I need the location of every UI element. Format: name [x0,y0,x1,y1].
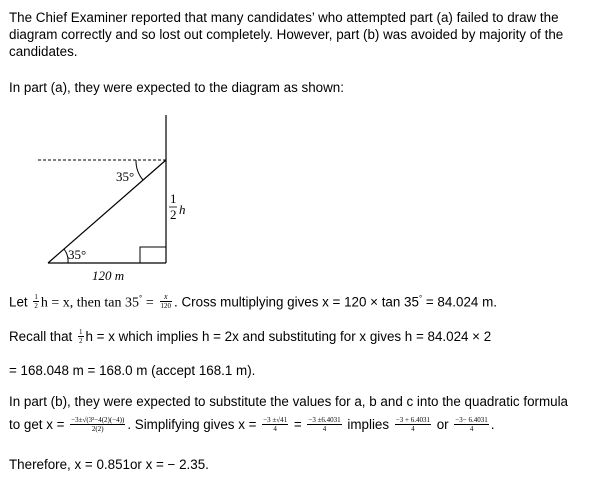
frac-num: −3 ±6.4031 [308,415,341,424]
end-period: . [490,417,495,432]
frac-den: 2(2) [91,424,104,433]
frac-num: 1 [79,327,83,336]
equals-sign: = [293,417,302,432]
line-result: = 168.048 m = 168.0 m (accept 168.1 m). [9,363,256,378]
hypotenuse-line [48,160,166,263]
recall-text: h = x which implies h = 2x and substituting for x gives h = 84.024 × 2 [85,329,492,344]
deg-2: ° [418,294,423,303]
frac-den: 4 [273,424,277,433]
frac-num: −3− 6.4031 [455,415,488,424]
frac-num: 1 [34,293,38,302]
to-get-prefix: to get x = [9,417,65,432]
fraction-2 [307,416,341,433]
simplifying-text: . Simplifying gives x = [127,417,257,432]
line-let [9,290,601,311]
fraction-1 [262,416,288,433]
angle-bottom-label: 35° [68,247,87,262]
frac-num: −3 + 6.4031 [395,415,430,424]
base-label: 120 m [92,268,125,283]
recall-prefix: Recall that [9,329,73,344]
intro-paragraph: The Chief Examiner reported that many candidates’ who attempted part (a) failed to draw the diagram correctly and so lost out completely. However, part (b) was avoided by majority of the candidates. [9,10,564,59]
frac-den: 2 [79,336,83,345]
quadratic-formula-fraction [70,416,125,433]
rest-text: . Cross multiplying gives x = 120 × tan 35 [174,294,419,310]
part-a-intro: In part (a), they were expected to the diagram as shown: [9,80,344,95]
half-fraction [78,328,84,345]
eq-part2: = [145,295,154,311]
line-therefore: Therefore, x = 0.851or x = − 2.35. [9,457,209,472]
fraction-3 [395,416,431,433]
frac-den: 120 [160,302,172,311]
half-den: 2 [170,207,177,222]
right-angle-marker [140,247,166,263]
frac-num: −3±√(3²−4(2)(−4)) [71,415,125,424]
half-fraction [33,293,39,310]
frac-den: 4 [469,424,474,433]
line-recall [9,328,601,346]
angle-top-label: 35° [116,169,135,184]
top-angle-arc [136,160,143,180]
fraction-4 [454,416,488,433]
frac-den: 2 [34,302,38,311]
line-quadratic [9,416,601,434]
let-prefix: Let [9,294,28,310]
half-num: 1 [170,191,177,206]
frac-num: −3 ±√41 [263,415,288,424]
line-part-b: In part (b), they were expected to substitute the values for a, b and c into the quadratic formula [9,394,569,409]
frac-den: 4 [411,424,415,433]
x-over-120-fraction [160,293,173,310]
implies-text: implies [347,417,390,432]
height-var-label: h [179,202,186,217]
rest-text-2: = 84.024 m. [422,294,497,310]
frac-num: x [160,293,173,302]
frac-den: 4 [322,424,327,433]
eq-part1: h = x, then tan 35 [40,295,139,311]
or-text: or [436,417,449,432]
deg-1: ° [138,294,143,303]
